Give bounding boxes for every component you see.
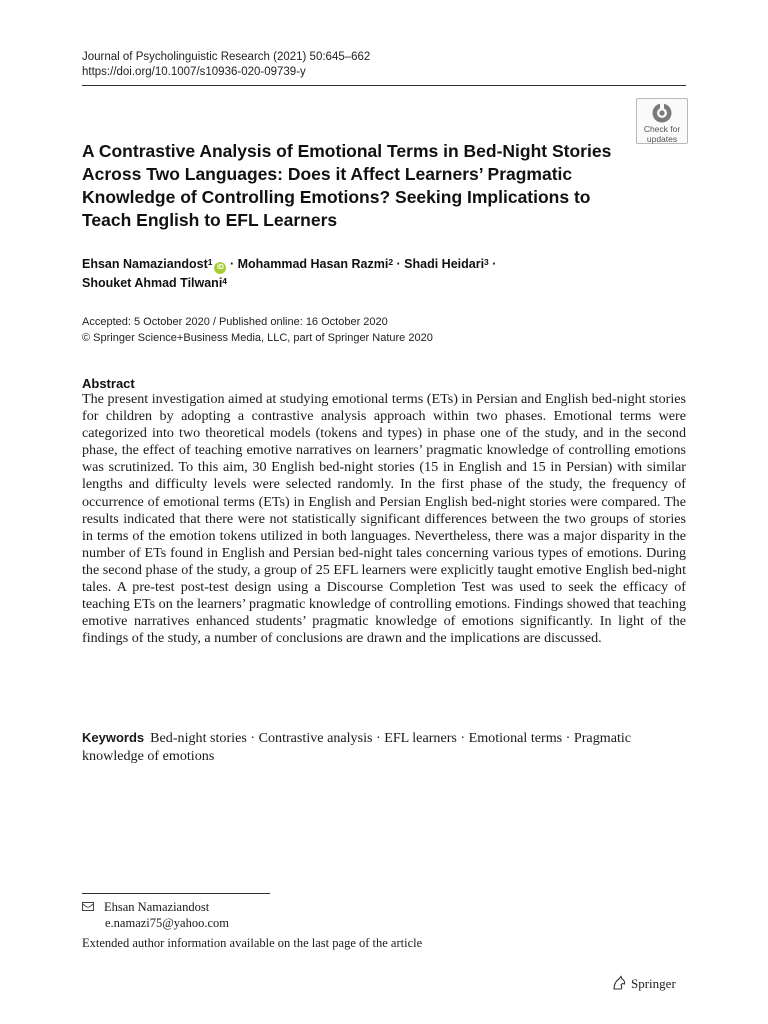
doi-link[interactable]: https://doi.org/10.1007/s10936-020-09739-y	[82, 66, 306, 78]
keywords-list: Bed-night stories · Contrastive analysis · EFL learners · Emotional terms · Pragmatic knowledge of emotions	[82, 730, 632, 764]
corresponding-author	[82, 900, 229, 931]
extended-info-note: Extended author information available on the last page of the article	[82, 936, 423, 950]
author-list: Ehsan Namaziandost$^1$iD · Mohammad Hasan Razmi$^2$ · Shadi Heidari$^3$ · Shouket Ahmad Tilwani$^4$	[82, 257, 497, 290]
publisher-name: Springer	[631, 976, 676, 991]
author-affiliation: 1	[207, 257, 213, 267]
paper-title: A Contrastive Analysis of Emotional Terms in Bed-Night Stories Across Two Languages: Does it Affect Learners’ Pragmatic Knowledge of Controlling Emotions? Seeking Implications to Teach English to EFL Learners	[82, 141, 612, 230]
abstract-text: The present investigation aimed at studying emotional terms (ETs) in Persian and English bed-night stories for children by adopting a contrastive analysis approach within two phases. Emotional terms were categorized into two theoretical models (tokens and types) in phase one of the study, and in the second phase, the effect of teaching emotive narratives on learners’ pragmatic knowledge of controlling emotions was scrutinized. To this aim, 30 English bed-night stories (15 in English and 15 in Persian) with similar lengths and difficulty levels were selected randomly. In the first phase of the study, the frequency of occurrence of emotional terms (ETs) in English and Persian English bed-night stories were compared. The results indicated that there were not statistically significant differences between the two groups of stories in terms of the emotion tokens utilized in both languages. Nevertheless, there was a major disparity in the number of ETs found in English and Persian bed-night tales concerning various types of emotions. During the second phase of the study, a group of 25 EFL learners were explicitly taught emotive English bed-night tales. A pre-test post-test design using a Discourse Completion Test was used to seek the efficacy of teaching ETs on the learners’ pragmatic knowledge of controlling emotions. Findings showed that teaching emotive narratives enhanced students’ pragmatic knowledge of emotions significantly. In light of the findings of the study, a number of conclusions are drawn and the implications are discussed.	[82, 391, 686, 647]
orcid-icon[interactable]: iD	[214, 262, 226, 274]
author-name[interactable]: Ehsan Namaziandost	[82, 257, 208, 271]
journal-header	[82, 50, 370, 80]
publisher-logo	[611, 975, 676, 992]
corresponding-author-name: Ehsan Namaziandost	[104, 900, 210, 914]
header-rule	[82, 85, 686, 86]
abstract-heading: Abstract	[82, 376, 135, 391]
author-name[interactable]: Shouket Ahmad Tilwani	[82, 276, 223, 290]
footnote-rule	[82, 893, 270, 894]
author-name[interactable]: Shadi Heidari	[404, 257, 485, 271]
corresponding-author-email[interactable]: e.namazi75@yahoo.com	[105, 915, 229, 930]
badge-line-1: Check for	[643, 124, 681, 134]
keywords-label: Keywords	[82, 730, 145, 745]
author-affiliation: 2	[388, 257, 394, 267]
journal-citation: Journal of Psycholinguistic Research (2021) 50:645–662	[82, 51, 371, 63]
check-for-updates-badge[interactable]	[636, 98, 688, 144]
author-name[interactable]: Mohammad Hasan Razmi	[237, 257, 389, 271]
check-updates-icon	[651, 102, 673, 124]
keywords-section	[82, 729, 686, 765]
copyright-line: © Springer Science+Business Media, LLC, part of Springer Nature 2020	[82, 331, 433, 344]
publication-dates	[82, 315, 433, 346]
author-affiliation: 3	[484, 257, 489, 267]
accepted-published-line: Accepted: 5 October 2020 / Published online: 16 October 2020	[82, 316, 388, 328]
envelope-icon	[82, 902, 94, 911]
springer-horse-icon	[611, 975, 627, 991]
badge-line-2: updates	[646, 133, 678, 144]
author-affiliation: 4	[222, 276, 228, 286]
